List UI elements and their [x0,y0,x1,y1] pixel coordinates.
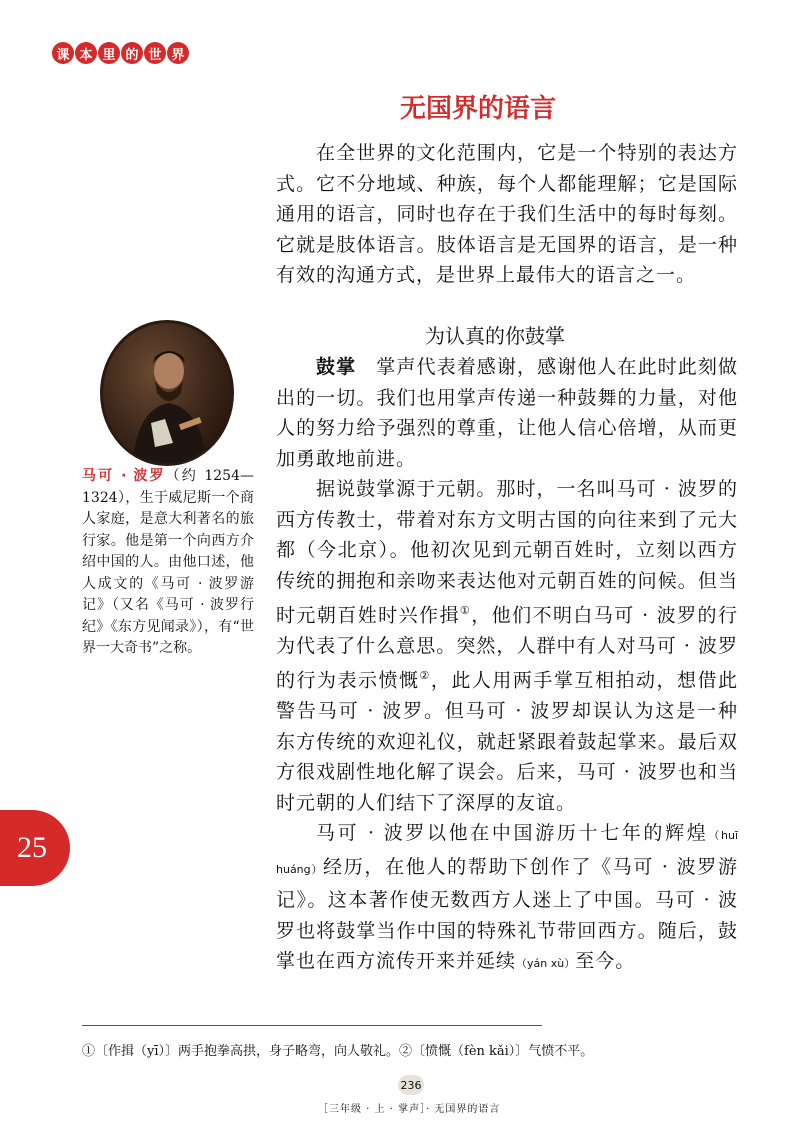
footnote: ①〔作揖（yī）〕两手抱拳高拱，身子略弯，向人敬礼。②〔愤慨（fèn kǎi）〕气愤不平。 [82,1044,594,1059]
lesson-number-tab: 25 [0,810,70,886]
paragraph-2 [276,474,738,818]
paragraph-1 [276,352,738,474]
paragraph-text: ，他们不明白马可 · 波罗的行为代表了什么意思。突然，人群中有人对马可 · 波罗的行为表示愤慨 [276,604,738,692]
paragraph-text: 至今。 [575,950,636,973]
section-subtitle: 为认真的你鼓掌 [425,324,565,348]
page-footer: ［三年级 · 上 · 掌声］· 无国界的语言 [318,1104,501,1115]
badge-char: 课 [52,42,74,64]
page-number: 236 [398,1075,424,1095]
badge-char: 本 [75,42,97,64]
series-badge [52,40,189,66]
badge-char: 界 [167,42,189,64]
pinyin-annotation: （yán xù） [516,957,576,971]
paragraph-text: 据说鼓掌源于元朝。那时，一名叫马可 · 波罗的西方传教士，带着对东方文明古国的向往来到了元大都（今北京）。他初次见到元朝百姓时，立刻以西方传统的拥抱和亲吻来表达他对元朝百姓的问候。但当时元朝百姓时兴作揖 [276,478,738,627]
footnote-marker-2[interactable]: ② [419,669,431,683]
paragraph-text: 掌声代表着感谢，感谢他人在此时此刻做出的一切。我们也用掌声传递一种鼓舞的力量，对他人的努力给予强烈的尊重，让他人信心倍增，从而更加勇敢地前进。 [276,356,738,470]
article-body [276,352,738,980]
series-badge-chars [52,42,189,64]
intro-paragraph: 在全世界的文化范围内，它是一个特别的表达方式。它不分地域、种族，每个人都能理解；它是国际通用的语言，同时也存在于我们生活中的每时每刻。它就是肢体语言。肢体语言是无国界的语言，是一种有效的沟通方式，是世界上最伟大的语言之一。 [276,142,738,286]
badge-char: 的 [121,42,143,64]
paragraph-text: 经历，在他人的帮助下创作了《马可 · 波罗游记》。这本著作使无数西方人迷上了中国。马可 · 波罗也将鼓掌当作中国的特殊礼节带回西方。随后，鼓掌也在西方流传开来并延续 [276,855,739,973]
article-title: 无国界的语言 [400,94,557,124]
paragraph-text: ，此人用两手掌互相拍动，想借此警告马可 · 波罗。但马可 · 波罗却误认为这是一种东方传统的欢迎礼仪，就赶紧跟着鼓起掌来。最后双方很戏剧性地化解了误会。后来，马可 · 波罗也和当时元朝的人们结下了深厚的友谊。 [276,669,738,814]
badge-char: 里 [98,42,120,64]
portrait-figure-icon [103,323,231,463]
footnote-divider [82,1025,542,1026]
marco-polo-portrait [100,320,234,466]
pinyin-annotation: （huī huáng） [276,829,739,876]
paragraph-text: 马可 · 波罗以他在中国游历十七年的辉煌 [316,822,709,845]
sidebar-text: （约 1254—1324），生于威尼斯一个商人家庭，是意大利著名的旅行家。他是第一个向西方介绍中国的人。由他口述，他人成文的《马可 · 波罗游记》（又名《马可 · 波罗行纪》《东方见闻录》），有“世界一大奇书”之称。 [82,468,254,656]
badge-char: 世 [144,42,166,64]
paragraph-3 [276,818,738,980]
sidebar-name: 马可 · 波罗 [82,468,166,484]
paragraph-lead-word: 鼓掌 [316,356,357,378]
sidebar-note [82,466,254,660]
footnote-marker-1[interactable]: ① [459,604,472,617]
